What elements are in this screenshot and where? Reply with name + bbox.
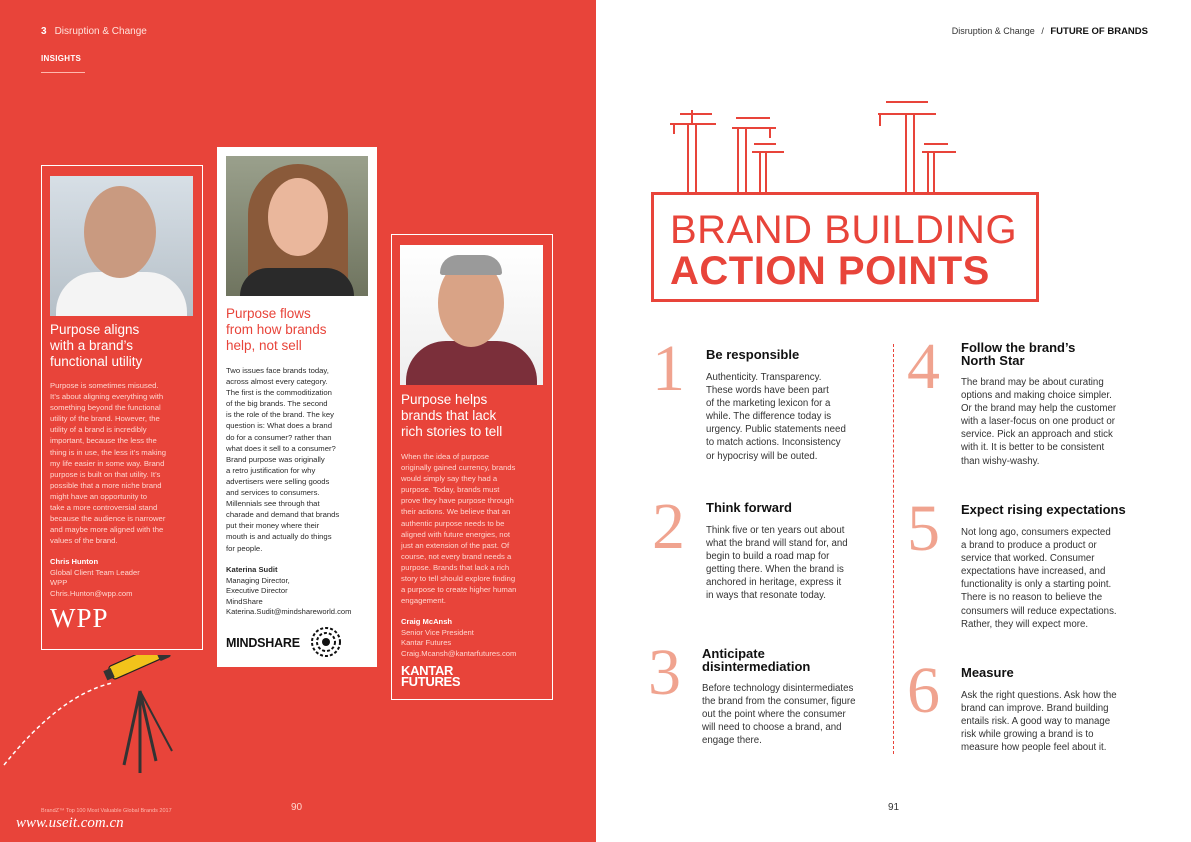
action-point-5-body (961, 526, 1117, 631)
body-line: out the point where the consumer (702, 709, 846, 721)
body-line: of the marketing lexicon for a (706, 398, 831, 410)
body-line: of the big brands. The second (226, 399, 328, 409)
body-line: story to tell should explore finding (401, 574, 516, 584)
body-line: entails risk. A good way to manage (961, 716, 1111, 728)
body-line: expectations have increased, and (961, 566, 1106, 578)
body-line: might have an opportunity to (50, 491, 148, 501)
body-line: and maybe more aligned with the (50, 525, 164, 535)
body-line: Two issues face brands today, (226, 366, 329, 375)
body-line: because the audience is narrower (50, 514, 166, 524)
body-line: The first is the commoditization (226, 388, 332, 398)
author-email: Craig.Mcansh@kantarfutures.com (401, 648, 517, 658)
telescope-illustration (0, 655, 200, 805)
body-line: their actions. We believe that an (401, 507, 511, 517)
title-line: rich stories to tell (401, 424, 503, 439)
author-line: Global Client Team Leader (50, 567, 140, 577)
body-line: mouth is and actually do things (226, 532, 332, 542)
body-line: options and making choice simpler. (961, 390, 1112, 402)
author-line: Kantar Futures (401, 638, 452, 648)
body-line: risk while growing a brand is to (961, 729, 1094, 741)
body-line: engagement. (401, 596, 446, 606)
title-line: Expect rising expectations (961, 502, 1126, 517)
card-2-author (226, 565, 351, 618)
card-1-author (50, 557, 140, 599)
mindshare-wordmark: MINDSHARE (226, 636, 300, 650)
body-line: Or the brand may help the customer (961, 403, 1117, 415)
action-point-6-number: 6 (907, 654, 940, 727)
body-line: utility of the brand. However, the (50, 414, 160, 424)
body-line: my life easier in some way. Brand (50, 458, 165, 468)
logo-line: FUTURES (401, 674, 461, 689)
body-line: purpose. Today, brands must (401, 485, 500, 495)
action-point-3-number: 3 (648, 636, 681, 709)
body-line: a retro justification for why (226, 465, 316, 475)
author-email: Chris.Hunton@wpp.com (50, 588, 133, 598)
body-line: course, not every brand needs a (401, 551, 512, 561)
body-line: aligned with future energies, not (401, 529, 510, 539)
body-line: something beyond the functional (50, 403, 161, 413)
action-point-2-body (706, 524, 848, 603)
body-line: urgency. Public statements need (706, 424, 846, 436)
body-line: values of the brand. (50, 536, 118, 546)
portrait-face (268, 178, 328, 256)
action-point-5-number: 5 (907, 492, 940, 565)
author-line: MindShare (226, 596, 263, 606)
author-name: Craig McAnsh (401, 617, 453, 626)
body-line: for people. (226, 543, 263, 553)
body-line: important, because the less the (50, 436, 157, 446)
body-line: engage there. (702, 735, 762, 747)
left-page-number: 90 (291, 802, 303, 813)
action-point-4-number: 4 (907, 330, 940, 403)
watermark: www.useit.com.cn (16, 815, 124, 831)
body-line: It’s about aligning everything with (50, 392, 164, 402)
body-line: a brand to produce a product or (961, 540, 1097, 552)
kantar-futures-logo (401, 665, 460, 687)
body-line: advertisers were selling goods (226, 476, 330, 486)
body-line: will need to choose a brand, and (702, 722, 842, 734)
body-line: in ways that resonate today. (706, 590, 826, 602)
body-line: utility of a brand is incredibly (50, 425, 147, 435)
portrait-shirt (406, 341, 537, 385)
body-line: Before technology disintermediates (702, 683, 854, 694)
author-line: Managing Director, (226, 575, 290, 585)
action-point-3-body (702, 682, 855, 747)
title-line: Think forward (706, 500, 792, 515)
author-line: Senior Vice President (401, 627, 474, 637)
body-line: When the idea of purpose (401, 452, 490, 461)
title-line: from how brands (226, 322, 327, 337)
body-line: do for a consumer? rather than (226, 432, 332, 442)
portrait-hair (440, 255, 502, 275)
author-line: Executive Director (226, 586, 288, 596)
action-point-5-title (961, 503, 1126, 516)
body-line: service. Pick an approach and stick (961, 429, 1113, 441)
column-divider (893, 344, 894, 754)
cranes-illustration (666, 96, 966, 192)
body-line: service that worked. Consumer (961, 553, 1095, 565)
card-2-title (226, 306, 327, 354)
body-line: just an extension of the past. Of (401, 540, 510, 550)
body-line: brand can improve. Brand building (961, 703, 1109, 715)
mindshare-logo (226, 636, 300, 650)
body-line: while. The difference today is (706, 411, 832, 423)
author-name: Chris Hunton (50, 557, 99, 566)
card-1-title (50, 322, 142, 370)
action-point-2-title (706, 501, 792, 514)
title-line: Measure (961, 665, 1014, 680)
action-point-6-title (961, 666, 1014, 679)
portrait-shoulders (56, 272, 187, 316)
portrait-katerina-sudit (226, 156, 368, 296)
card-3-title (401, 392, 502, 440)
title-line: Be responsible (706, 347, 800, 362)
body-line: These words have been part (706, 385, 829, 397)
body-line: consumers will reduce expectations. (961, 605, 1117, 617)
title-line: North Star (961, 353, 1025, 368)
portrait-craig-mcansh (400, 245, 543, 385)
body-line: what does it sell to a consumer? (226, 443, 336, 453)
title-line: functional utility (50, 354, 143, 369)
body-line: and services to consumers. (226, 488, 320, 498)
body-line: to match actions. Inconsistency (706, 437, 841, 449)
wpp-logo: WPP (50, 603, 109, 633)
title-line: Follow the brand’s (961, 340, 1076, 355)
title-line-2: ACTION POINTS (670, 249, 990, 293)
header-title: FUTURE OF BRANDS (1050, 26, 1148, 37)
title-line: with a brand’s (50, 338, 134, 353)
card-1-body (50, 380, 166, 546)
card-3-author (401, 617, 516, 659)
action-point-1-number: 1 (652, 332, 685, 405)
action-point-1-title (706, 348, 799, 361)
insights-label: INSIGHTS (41, 54, 82, 63)
card-3-body (401, 451, 516, 606)
action-point-2-number: 2 (652, 490, 685, 563)
body-line: Millennials see through that (226, 499, 320, 509)
body-line: across almost every category. (226, 377, 328, 387)
body-line: the brand from the consumer, figure (702, 696, 856, 708)
body-line: thing is in use, the less it’s making (50, 447, 167, 457)
portrait-chris-hunton (50, 176, 193, 316)
body-line: The brand may be about curating (961, 377, 1104, 388)
left-footer: BrandZ™ Top 100 Most Valuable Global Brands 2017 (41, 808, 172, 814)
right-page-number: 91 (888, 802, 900, 813)
title-line: disintermediation (702, 659, 811, 674)
body-line: a purpose to create higher human (401, 585, 517, 595)
action-point-3-title (702, 647, 810, 673)
body-line: put their money where their (226, 521, 320, 531)
card-2-body (226, 365, 339, 554)
body-line: take a more controversial stand (50, 503, 158, 513)
page-number: 3 (41, 26, 47, 37)
title-line: help, not sell (226, 338, 302, 353)
portrait-top (240, 268, 354, 296)
body-line: Think five or ten years out about (706, 525, 845, 536)
body-line: measure how people feel about it. (961, 742, 1107, 754)
body-line: or hypocrisy will be outed. (706, 450, 818, 462)
body-line: Authenticity. Transparency. (706, 372, 822, 383)
title-line: Purpose helps (401, 392, 488, 407)
body-line: authentic purpose needs to be (401, 518, 505, 528)
title-line: Purpose aligns (50, 322, 140, 337)
author-email: Katerina.Sudit@mindshareworld.com (226, 607, 352, 617)
action-point-1-body (706, 371, 846, 463)
body-line: getting there. When the brand is (706, 564, 844, 576)
title-line: Purpose flows (226, 306, 311, 321)
body-line: with it. It is better to be consistent (961, 442, 1105, 454)
body-line: Ask the right questions. Ask how the (961, 690, 1117, 701)
left-header (41, 26, 147, 37)
body-line: begin to build a road map for (706, 551, 830, 563)
portrait-face (84, 186, 156, 278)
body-line: charade and demand that brands (226, 510, 340, 520)
body-line: possible that a more niche brand (50, 480, 162, 490)
body-line: Brand purpose was originally (226, 454, 325, 464)
body-line: functionality is only a starting point. (961, 579, 1112, 591)
body-line: There is no reason to believe the (961, 592, 1103, 604)
title-line: Anticipate (702, 646, 765, 661)
body-line: would simply say they had a (401, 474, 498, 484)
body-line: with a laser-focus on one product or (961, 416, 1116, 428)
body-line: what the brand will stand for, and (706, 538, 848, 550)
action-point-6-body (961, 689, 1117, 754)
header-separator: / (1041, 26, 1044, 36)
body-line: Not long ago, consumers expected (961, 527, 1111, 538)
logo-line: KANTAR (401, 663, 454, 678)
title-line-1: BRAND BUILDING (670, 208, 1018, 252)
body-line: purpose. Brands that lack a rich (401, 562, 510, 572)
body-line: question is: What does a brand (226, 421, 332, 431)
body-line: is the role of the brand. The key (226, 410, 334, 420)
body-line: than wishy-washy. (961, 455, 1040, 467)
action-point-4-title (961, 341, 1075, 367)
label-underline (41, 72, 85, 73)
body-line: anchored in heritage, express it (706, 577, 842, 589)
mindshare-spiral-icon (310, 626, 342, 658)
action-point-4-body (961, 376, 1116, 468)
section-name: Disruption & Change (54, 26, 147, 37)
body-line: Purpose is sometimes misused. (50, 381, 159, 390)
section-name: Disruption & Change (951, 26, 1035, 36)
title-line: brands that lack (401, 408, 497, 423)
body-line: Rather, they will expect more. (961, 618, 1089, 630)
right-header (952, 26, 1148, 37)
author-line: WPP (50, 578, 68, 588)
author-name: Katerina Sudit (226, 565, 278, 574)
body-line: purpose is built on that utility. It’s (50, 469, 161, 479)
body-line: originally gained currency, brands (401, 463, 516, 473)
body-line: prove they have purpose through (401, 496, 514, 506)
